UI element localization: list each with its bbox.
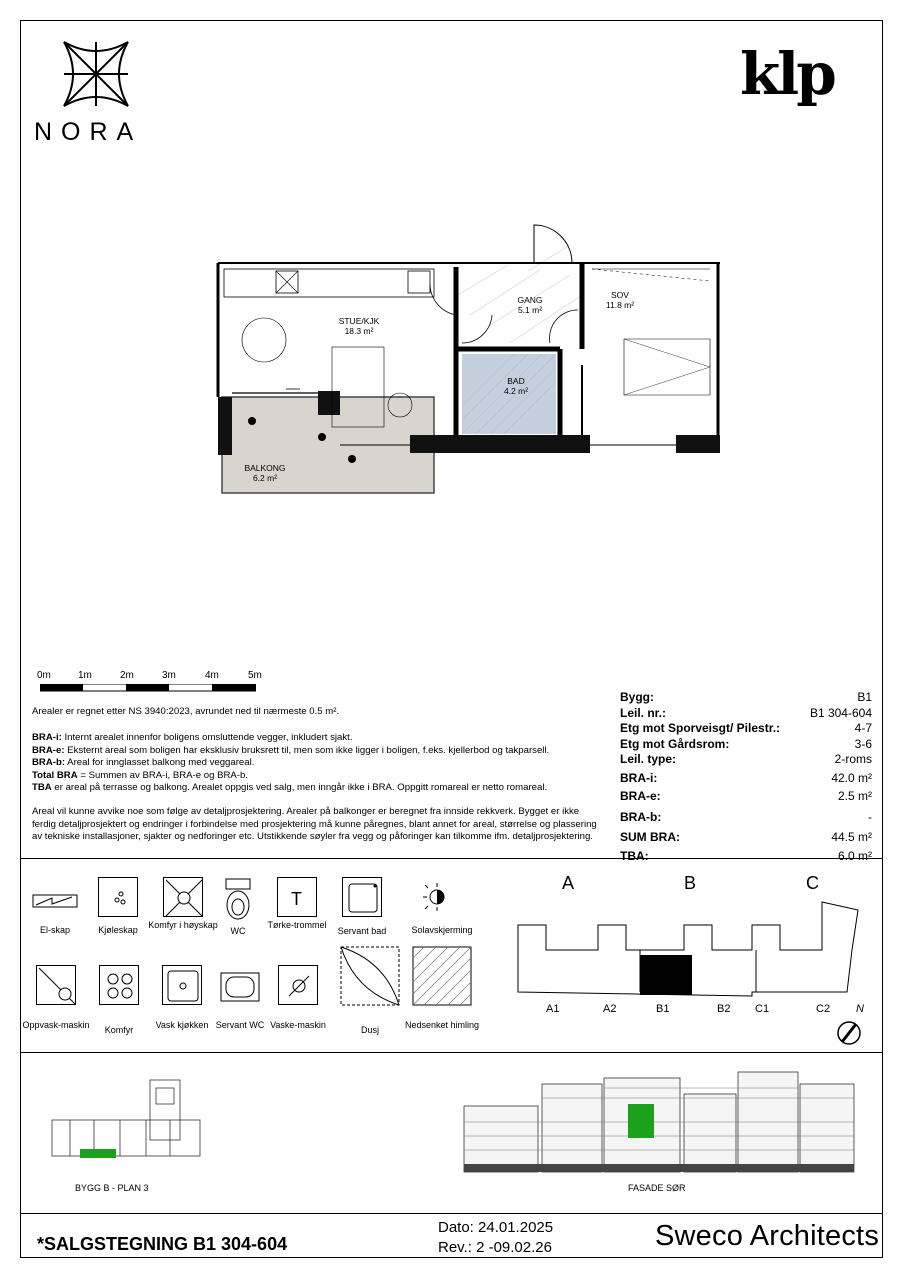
notes-disclaimer: Areal vil kunne avvike noe som følge av detaljprosjektering. Arealer på balkonger er beregnet fra innside rekkverk. Bygget er ikke ferdig detaljprosjektert og endringer i forbindelse med prosjektering må kunne påregnes, blant annet for areal, størrelse og plassering av tekniske installasjoner, sjakter og nedforinger etc. Utstikkende søyler fra vegg og påforinger kan tilkomme ifm. detaljprosjektering. — [32, 806, 597, 843]
room-name: SOV — [611, 290, 629, 300]
info-row: BRA-b: - — [620, 809, 872, 824]
north-label: N — [856, 1003, 864, 1015]
unit-label: C2 — [816, 1003, 831, 1015]
room-area: 11.8 m² — [605, 300, 635, 310]
legend-label: Servant WC — [215, 1020, 265, 1030]
definition-row: BRA-i: Internt arealet innenfor boligens omsluttende vegger, inkludert sjakt. — [32, 732, 353, 744]
dishwasher-icon — [36, 965, 76, 1005]
sun-shade-icon — [422, 882, 452, 912]
room-bedroom — [590, 290, 650, 310]
room-hall — [500, 295, 560, 315]
north-arrow-icon — [836, 1016, 864, 1048]
legend-label: Komfyr i høyskap — [148, 920, 218, 930]
room-bathroom — [486, 376, 546, 396]
nora-wordmark: NORA — [34, 118, 143, 146]
scale-label: 2m — [120, 670, 134, 681]
scale-label: 4m — [205, 670, 219, 681]
legend-label: Tørke-trommel — [267, 920, 327, 930]
unit-label: B1 — [656, 1003, 670, 1015]
scale-label: 5m — [248, 670, 262, 681]
lowered-ceiling-icon — [412, 946, 472, 1006]
tall-oven-icon — [163, 877, 203, 917]
bath-sink-icon — [342, 877, 382, 917]
building-label: C — [806, 873, 819, 893]
facade-thumbnail — [462, 1064, 860, 1176]
info-row: Leil. type: 2-roms — [620, 752, 872, 766]
divider — [20, 1213, 883, 1214]
unit-label: A1 — [546, 1003, 560, 1015]
architect-name: Sweco Architects — [655, 1220, 880, 1252]
info-row: TBA: 6.0 m² — [620, 848, 872, 863]
legend-label: El-skap — [39, 925, 70, 935]
scale-label: 0m — [37, 670, 51, 681]
legend-label: Vask kjøkken — [155, 1020, 209, 1030]
definition-row: Total BRA = Summen av BRA-i, BRA-e og BRA-b. — [32, 769, 249, 781]
wc-icon — [223, 877, 253, 921]
building-label: A — [562, 873, 575, 893]
definition-row: BRA-b: Areal for innglasset balkong med veggareal. — [32, 757, 255, 769]
definition-row: TBA er areal på terrasse og balkong. Arealet oppgis ved salg, men inngår ikke i BRA. Oppgitt romareal er netto romareal. — [32, 782, 548, 794]
definition-row: BRA-e: Eksternt areal som boligen har eksklusiv bruksrett til, men som ikke ligger i boligen, f.eks. kjellerbod og takparsell. — [32, 744, 550, 756]
legend-label: WC — [230, 926, 246, 936]
room-name: BALKONG — [244, 463, 286, 473]
building-label: B — [684, 873, 697, 893]
unit-label: B2 — [717, 1003, 731, 1015]
fridge-icon — [98, 877, 138, 917]
selected-unit-marker — [640, 955, 692, 995]
info-row: Leil. nr.: B1 304-604 — [620, 705, 872, 720]
room-name: STUE/KJK — [338, 316, 380, 326]
area-notes — [32, 706, 602, 858]
info-row: Etg mot Gårdsrom: 3-6 — [620, 736, 872, 751]
date-text: Dato: 24.01.2025 — [438, 1219, 554, 1236]
site-plan-thumbnail — [50, 1076, 210, 1166]
room-area: 4.2 m² — [503, 386, 529, 396]
stove-icon — [99, 965, 139, 1005]
legend-label: Dusj — [360, 1025, 379, 1035]
floor-plan — [210, 215, 730, 505]
unit-label: C1 — [755, 1003, 770, 1015]
notes-intro: Arealer er regnet etter NS 3940:2023, avrundet ned til nærmeste 0.5 m². — [32, 706, 340, 717]
washing-machine-icon — [278, 965, 318, 1005]
room-area: 5.1 m² — [517, 305, 543, 315]
plan-caption: BYGG B - PLAN 3 — [75, 1183, 149, 1193]
klp-logo-text: klp — [740, 40, 834, 108]
drawing-title: *SALGSTEGNING B1 304-604 — [37, 1234, 288, 1254]
info-row: Bygg: B1 — [620, 690, 872, 704]
wc-sink-icon — [220, 972, 260, 1002]
kitchen-sink-icon — [162, 965, 202, 1005]
key-plan — [512, 900, 862, 1000]
svg-text:T: T — [291, 889, 302, 909]
room-name: GANG — [517, 295, 543, 305]
legend-label: Servant bad — [337, 926, 387, 936]
unit-label: A2 — [603, 1003, 617, 1015]
room-living-kitchen — [324, 316, 394, 336]
legend-label: Vaske-maskin — [270, 1020, 326, 1030]
info-row: Etg mot Sporveisgt/ Pilestr.: 4-7 — [620, 721, 872, 735]
room-area: 18.3 m² — [344, 326, 374, 336]
dryer-icon — [277, 877, 317, 917]
klp-logo — [740, 40, 834, 108]
legend-label: Nedsenket himling — [404, 1020, 480, 1030]
legend-label: Kjøleskap — [98, 925, 138, 935]
revision-text: Rev.: 2 -09.02.26 — [438, 1239, 552, 1256]
el-skap-icon — [32, 893, 78, 909]
scale-label: 1m — [78, 670, 92, 681]
scale-bar — [40, 684, 256, 692]
date-block — [438, 1218, 553, 1258]
room-balcony — [230, 463, 300, 483]
legend-label: Oppvask-maskin — [22, 1020, 90, 1030]
apartment-info-table — [620, 690, 872, 864]
divider — [20, 1052, 883, 1053]
nora-logo-mark — [62, 40, 130, 108]
legend-label: Komfyr — [104, 1025, 134, 1035]
facade-caption: FASADE SØR — [628, 1183, 686, 1193]
legend-label: Solavskjerming — [411, 925, 473, 935]
scale-label: 3m — [162, 670, 176, 681]
info-row: BRA-i: 42.0 m² — [620, 770, 872, 785]
room-area: 6.2 m² — [252, 473, 278, 483]
shower-icon — [340, 946, 400, 1006]
info-row: SUM BRA: 44.5 m² — [620, 830, 872, 844]
room-name: BAD — [507, 376, 525, 386]
info-row: BRA-e: 2.5 m² — [620, 789, 872, 803]
definitions — [32, 732, 602, 794]
